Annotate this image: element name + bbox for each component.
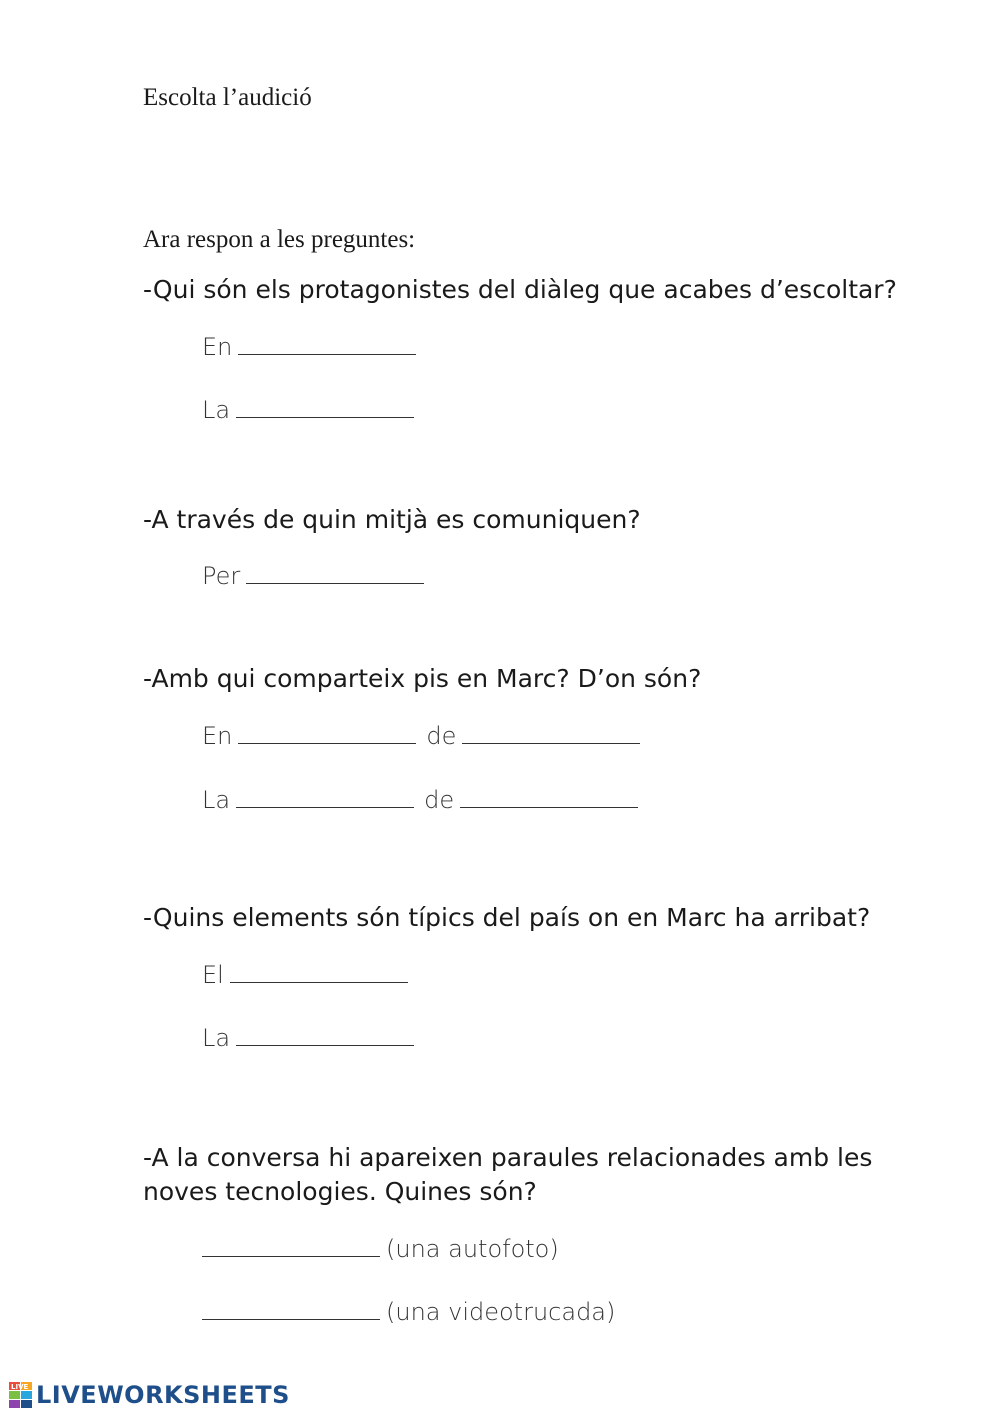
answer-blank[interactable] bbox=[236, 787, 414, 808]
answer-prefix: En bbox=[202, 722, 233, 750]
answer-blank[interactable] bbox=[236, 1025, 414, 1046]
logo-text[interactable]: LIVEWORKSHEETS bbox=[36, 1381, 290, 1409]
liveworksheets-logo-mark bbox=[8, 1381, 34, 1409]
answer-suffix: (una autofoto) bbox=[386, 1235, 559, 1263]
question-1: -Qui són els protagonistes del diàleg que acabes d’escoltar? bbox=[143, 275, 897, 304]
answer-row bbox=[202, 396, 420, 424]
liveworksheets-logo bbox=[8, 1380, 290, 1410]
answer-suffix: (una videotrucada) bbox=[386, 1298, 616, 1326]
answer-prefix: La bbox=[202, 1024, 231, 1052]
answer-row bbox=[202, 722, 646, 750]
answer-mid: de bbox=[426, 722, 457, 750]
question-3: -Amb qui comparteix pis en Marc? D’on són? bbox=[143, 664, 702, 693]
answer-prefix: El bbox=[202, 961, 224, 989]
answer-prefix: Per bbox=[202, 562, 241, 590]
answer-blank[interactable] bbox=[238, 723, 416, 744]
question-5-line-2: noves tecnologies. Quines són? bbox=[143, 1177, 537, 1206]
answer-prefix: La bbox=[202, 396, 231, 424]
answer-blank[interactable] bbox=[202, 1299, 380, 1320]
answer-prefix: La bbox=[202, 786, 231, 814]
answer-row bbox=[202, 333, 422, 361]
page-instruction: Escolta l’audició bbox=[143, 84, 312, 111]
answer-prefix: En bbox=[202, 333, 233, 361]
answer-row bbox=[202, 1298, 615, 1326]
answer-row bbox=[202, 562, 430, 590]
answer-mid: de bbox=[424, 786, 455, 814]
answer-blank[interactable] bbox=[462, 723, 640, 744]
logo-mark-text: LIVE bbox=[11, 1383, 29, 1391]
answer-row bbox=[202, 961, 414, 989]
intro-text: Ara respon a les preguntes: bbox=[143, 226, 416, 253]
answer-blank[interactable] bbox=[230, 962, 408, 983]
question-4: -Quins elements són típics del país on en Marc ha arribat? bbox=[143, 903, 871, 932]
answer-row bbox=[202, 1024, 420, 1052]
answer-row bbox=[202, 786, 644, 814]
question-2: -A través de quin mitjà es comuniquen? bbox=[143, 505, 641, 534]
answer-blank[interactable] bbox=[246, 563, 424, 584]
answer-blank[interactable] bbox=[238, 334, 416, 355]
answer-blank[interactable] bbox=[236, 397, 414, 418]
question-5-line-1: -A la conversa hi apareixen paraules relacionades amb les bbox=[143, 1143, 873, 1172]
answer-row bbox=[202, 1235, 559, 1263]
answer-blank[interactable] bbox=[202, 1236, 380, 1257]
answer-blank[interactable] bbox=[460, 787, 638, 808]
